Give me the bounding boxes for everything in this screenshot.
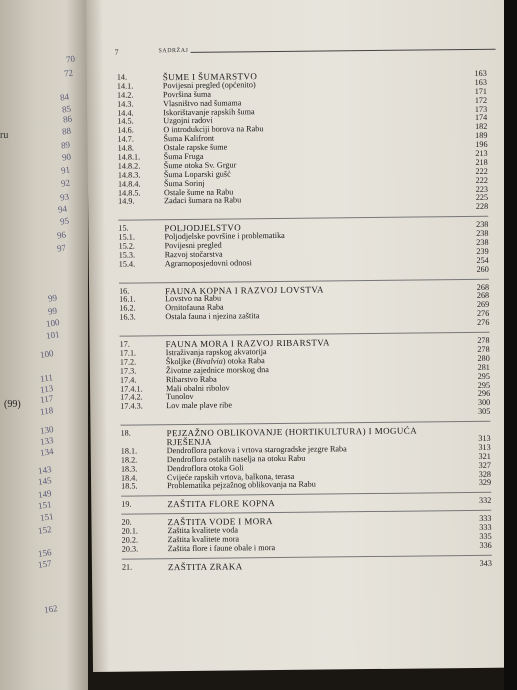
- toc-page: 328: [478, 469, 492, 479]
- toc-page: 281: [477, 362, 490, 372]
- reference-mark: (99): [4, 399, 21, 410]
- toc-page: 222: [475, 175, 488, 185]
- toc-page: 254: [476, 255, 489, 265]
- toc-number: 14.8.: [117, 143, 134, 153]
- margin-number: 86: [62, 113, 73, 125]
- toc-title: Lov male plave ribe: [166, 400, 233, 411]
- toc-title: Dendroflora parkova i vrtova starogradske jezgre Raba: [166, 444, 347, 456]
- toc-page: 268: [476, 291, 490, 301]
- toc-number: 14.6.: [117, 125, 134, 136]
- margin-number: 99: [47, 305, 58, 317]
- toc-title: Mali obalni ribolov: [166, 383, 230, 393]
- toc-page: 305: [478, 406, 491, 417]
- toc-number: 18.1.: [120, 446, 138, 456]
- left-page: [0, 0, 88, 690]
- toc-entry-row[interactable]: [121, 479, 501, 492]
- toc-number: 20.1.: [121, 526, 138, 536]
- margin-number: 145: [37, 475, 53, 487]
- right-page: [86, 0, 511, 672]
- margin-number: 111: [39, 372, 54, 384]
- toc-title: FAUNA MORA I RAZVOJ RIBARSTVA: [165, 337, 330, 350]
- toc-page: 171: [474, 86, 488, 96]
- toc-number: 14.4.: [117, 108, 134, 118]
- toc-number: 20.3.: [121, 544, 139, 554]
- toc-page: 276: [476, 309, 490, 319]
- toc-chapter-row[interactable]: [121, 497, 501, 510]
- toc-title: Iskorištavanje rapskih šuma: [163, 106, 255, 117]
- margin-number: 101: [45, 329, 61, 341]
- table-of-contents: [117, 70, 502, 573]
- toc-number: 15.4.: [118, 259, 136, 269]
- toc-number: 15.1.: [118, 232, 135, 242]
- toc-page: 238: [476, 220, 489, 230]
- toc-title: Šuma Loparski gušć: [163, 169, 231, 179]
- margin-number: 162: [43, 603, 59, 615]
- toc-page: 196: [475, 139, 488, 150]
- toc-title: Šuma Fruga: [163, 151, 204, 162]
- toc-page: 218: [475, 157, 488, 167]
- header-rule: [191, 49, 496, 53]
- toc-page: 222: [475, 166, 488, 176]
- toc-page: 296: [477, 389, 491, 399]
- toc-number: 14.8.2.: [117, 161, 141, 171]
- toc-number: 18.4.: [120, 473, 138, 483]
- toc-page: 278: [477, 335, 490, 345]
- toc-title: Životne zajednice morskog dna: [165, 364, 269, 375]
- toc-number: 19.: [121, 499, 132, 509]
- margin-number: 92: [60, 177, 71, 189]
- toc-title: RJEŠENJA: [166, 436, 212, 448]
- margin-number: 113: [39, 383, 54, 395]
- toc-page: 182: [475, 122, 488, 132]
- margin-number: 149: [37, 488, 53, 500]
- toc-number: 20.2.: [121, 535, 139, 545]
- toc-page: 336: [479, 540, 492, 550]
- toc-page: 333: [479, 513, 492, 524]
- toc-number: 21.: [121, 562, 133, 572]
- toc-entry-row[interactable]: [122, 542, 502, 555]
- toc-page: 295: [477, 380, 491, 390]
- margin-number: 100: [39, 348, 55, 360]
- margin-number: 89: [60, 139, 71, 151]
- toc-page: 313: [478, 442, 491, 452]
- toc-number: 14.1.: [116, 81, 134, 91]
- toc-page: 313: [478, 433, 491, 443]
- toc-title: Šuma Sorinj: [163, 178, 205, 188]
- toc-number: 17.: [119, 339, 130, 349]
- margin-number: 156: [37, 547, 53, 559]
- toc-page: 163: [474, 77, 487, 87]
- background-edge: [504, 0, 517, 690]
- toc-title: POLJODJELSTVO: [164, 222, 242, 234]
- margin-number: 151: [39, 511, 55, 523]
- toc-number: 15.: [118, 223, 129, 233]
- toc-page: 321: [478, 451, 491, 461]
- toc-number: 17.4.3.: [120, 401, 143, 411]
- toc-title: O introdukciji borova na Rabu: [163, 124, 264, 135]
- toc-title: Površina šuma: [162, 89, 212, 99]
- toc-title: Povijesni pregled (općenito): [162, 80, 256, 91]
- toc-number: 14.8.5.: [117, 188, 141, 198]
- toc-title: Cvijeće rapskih vrtova, balkona, terasa: [166, 471, 295, 482]
- toc-page: 335: [479, 531, 492, 541]
- toc-title: ZAŠTITA FLORE KOPNA: [167, 498, 276, 510]
- toc-number: 18.3.: [120, 464, 138, 474]
- margin-number: 72: [63, 67, 74, 79]
- toc-number: 15.2.: [118, 241, 136, 251]
- toc-title: ZAŠTITA ZRAKA: [167, 561, 243, 572]
- toc-title: Poljodjelske površine i problematika: [164, 231, 285, 242]
- toc-number: 14.: [116, 72, 128, 82]
- margin-number: 143: [37, 464, 53, 476]
- toc-number: 17.1.: [119, 348, 137, 358]
- toc-title: Razvoj stočarstva: [164, 249, 223, 260]
- toc-number: 14.3.: [117, 99, 134, 109]
- toc-number: 17.4.1.: [120, 383, 143, 394]
- page-number: 7: [114, 47, 119, 57]
- toc-number: 16.3.: [119, 312, 136, 322]
- toc-title: Uzgojni radovi: [163, 116, 213, 126]
- toc-title: Šume otoka Sv. Grgur: [163, 160, 237, 171]
- toc-page: 225: [475, 193, 489, 203]
- toc-page: 174: [474, 113, 488, 123]
- margin-number: 130: [39, 424, 55, 436]
- toc-number: 18.: [120, 428, 131, 438]
- toc-number: 16.: [118, 286, 130, 296]
- toc-page: 280: [477, 353, 490, 363]
- toc-page: 173: [474, 104, 488, 114]
- toc-page: 172: [474, 95, 488, 105]
- toc-number: 14.7.: [117, 134, 134, 144]
- toc-title: PEJZAŽNO OBLIKOVANJE (HORTIKULTURA) I MOGUĆA: [166, 425, 418, 439]
- toc-page: 238: [476, 228, 489, 239]
- margin-number: 84: [59, 91, 70, 103]
- toc-title: Ribarstvo Raba: [165, 374, 217, 384]
- toc-title: Zaštita flore i faune obale i mora: [167, 542, 276, 554]
- margin-number: 90: [61, 151, 72, 163]
- toc-title: Zaštita kvalitete mora: [167, 534, 240, 545]
- toc-number: 15.3.: [118, 250, 136, 260]
- toc-page: 278: [477, 344, 490, 354]
- margin-number: 93: [59, 191, 70, 203]
- toc-page: 189: [475, 131, 488, 141]
- toc-page: 163: [474, 68, 487, 78]
- toc-title: Ostale rapske šume: [163, 142, 228, 153]
- margin-number: 151: [37, 499, 53, 511]
- toc-number: 17.4.: [119, 375, 137, 385]
- toc-page: 268: [476, 282, 490, 292]
- toc-number: 18.5.: [121, 481, 138, 492]
- toc-page: 228: [475, 202, 489, 212]
- toc-page: 327: [478, 460, 491, 470]
- toc-title: Istraživanja rapskog akvatorija: [165, 347, 267, 358]
- margin-number: 95: [59, 215, 70, 227]
- toc-title: Povijesni pregled: [164, 240, 222, 251]
- toc-number: 14.8.4.: [117, 179, 141, 189]
- margin-number: 118: [39, 405, 54, 417]
- margin-number: 152: [37, 524, 53, 536]
- margin-number: 134: [39, 446, 55, 458]
- toc-title: Tunolov: [166, 392, 194, 402]
- toc-page: 333: [479, 522, 492, 532]
- margin-number: 96: [56, 229, 67, 241]
- toc-title: Lovstvo na Rabu: [165, 294, 222, 304]
- cut-text: ru: [0, 130, 9, 141]
- toc-page: 300: [477, 398, 491, 408]
- toc-title: Agrarnoposjedovni odnosi: [164, 258, 252, 269]
- toc-page: 295: [477, 371, 491, 381]
- toc-number: 14.8.1.: [117, 152, 141, 162]
- toc-number: 14.5.: [117, 116, 134, 127]
- toc-number: 14.8.3.: [117, 170, 141, 180]
- toc-page: 238: [476, 237, 489, 247]
- margin-number: 88: [61, 125, 72, 137]
- toc-page: 343: [479, 558, 492, 568]
- running-header: [115, 44, 499, 58]
- toc-page: 329: [478, 478, 492, 488]
- toc-title: Šuma Kalifront: [163, 133, 215, 144]
- margin-number: 117: [39, 393, 54, 405]
- margin-number: 157: [37, 558, 53, 570]
- toc-page: 223: [475, 184, 489, 194]
- toc-page: 213: [475, 148, 488, 158]
- toc-number: 18.2.: [120, 455, 138, 465]
- toc-number: 16.1.: [119, 294, 136, 305]
- toc-title: FAUNA KOPNA I RAZVOJ LOVSTVA: [164, 284, 324, 296]
- toc-title: Ostale šume na Rabu: [163, 187, 234, 197]
- toc-number: 17.3.: [119, 366, 137, 376]
- running-title: SADRŽAJ: [158, 47, 189, 55]
- toc-number: 16.2.: [119, 303, 136, 314]
- toc-title: Ostala fauna i njezina zaštita: [165, 311, 260, 322]
- margin-number: 97: [56, 242, 67, 254]
- margin-number: 99: [47, 292, 58, 304]
- toc-title: Školjke (Bivalvia) otoka Raba: [165, 355, 265, 367]
- toc-page: 239: [476, 246, 489, 256]
- toc-title: Zadaci šumara na Rabu: [164, 195, 242, 206]
- toc-title: ŠUME I ŠUMARSTVO: [162, 71, 258, 83]
- toc-number: 17.2.: [119, 357, 137, 367]
- toc-title: Zaštita kvalitete voda: [167, 525, 239, 536]
- margin-number: 70: [65, 53, 76, 65]
- toc-page: 269: [476, 300, 490, 310]
- margin-number: 85: [61, 103, 72, 115]
- toc-title: Dendroflora ostalih naselja na otoku Rabu: [166, 453, 306, 464]
- toc-title: Problematika pejzažnog oblikovanja na Rabu: [167, 480, 316, 491]
- toc-number: 14.9.: [118, 196, 135, 207]
- margin-number: 91: [60, 164, 71, 176]
- toc-number: 14.2.: [116, 90, 134, 100]
- toc-number: 17.4.2.: [120, 392, 143, 403]
- toc-page: 332: [478, 496, 492, 506]
- toc-page: 276: [477, 317, 490, 328]
- toc-title: ZAŠTITA VODE I MORA: [167, 516, 273, 528]
- margin-number: 94: [57, 203, 68, 215]
- toc-number: 20.: [121, 517, 132, 527]
- toc-chapter-row[interactable]: [122, 559, 502, 572]
- margin-number: 133: [39, 435, 55, 447]
- toc-title: Ornitofauna Raba: [165, 302, 224, 313]
- toc-title: Dendroflora otoka Goli: [166, 462, 244, 473]
- toc-page: 260: [476, 264, 489, 274]
- toc-title: Vlasništvo nad šumama: [163, 98, 242, 108]
- margin-number: 100: [45, 317, 61, 329]
